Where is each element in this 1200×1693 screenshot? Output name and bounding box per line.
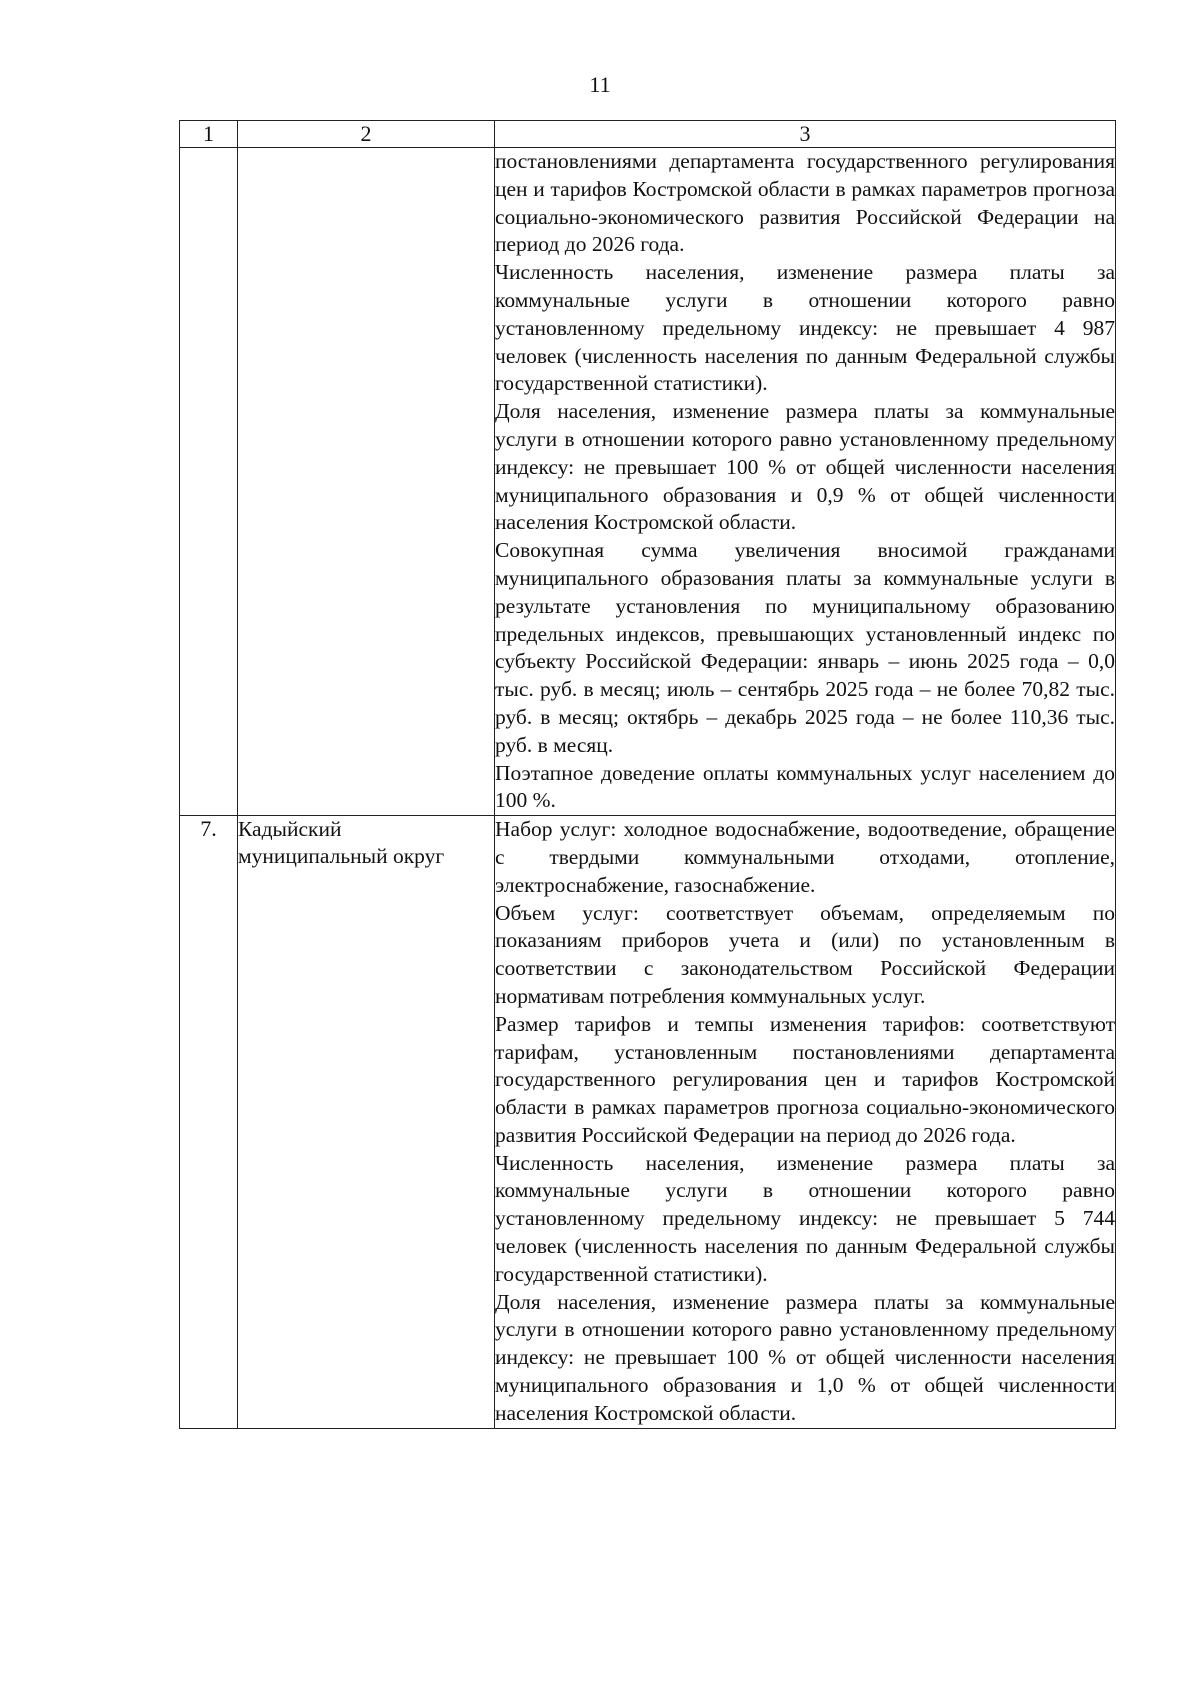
municipality-name: Кадыйский муниципальный округ [238,816,495,1429]
content-paragraph: Совокупная сумма увеличения вносимой гражданами муниципального образования платы за коммунальные услуги в результате установления по муниципальному образованию предельных индексов, превышающих установленный индекс по субъекту Российской Федерации: январь – июнь 2025 года – 0,0 тыс. руб. в месяц; июль – сентябрь 2025 года – не более 70,82 тыс. руб. в месяц; октябрь – декабрь 2025 года – не более 110,36 тыс. руб. в месяц. [495,538,1115,757]
content-paragraph: Поэтапное доведение оплаты коммунальных услуг населением до 100 %. [495,760,1115,813]
table-header-row [180,121,1116,148]
content-paragraph: Доля населения, изменение размера платы за коммунальные услуги в отношении которого равно установленному предельному индексу: не превышает 100 % от общей численности населения муниципального образования и 1,0 % от общей численности населения Костромской области. [495,1289,1115,1425]
column-header-2: 2 [238,121,495,148]
content-paragraph: Численность населения, изменение размера платы за коммунальные услуги в отношении которого равно установленному предельному индексу: не превышает 4 987 человек (численность населения по данным Федеральной службы государственной статистики). [495,260,1115,396]
content-paragraph: Доля населения, изменение размера платы за коммунальные услуги в отношении которого равно установленному предельному индексу: не превышает 100 % от общей численности населения муниципального образования и 0,9 % от общей численности населения Костромской области. [495,399,1115,535]
content-paragraph: Объем услуг: соответствует объемам, определяемым по показаниям приборов учета и (или) по установленным в соответствии с законодательством Российской Федерации нормативам потребления коммунальных услуг. [495,900,1115,1008]
table-row [180,148,1116,816]
page-number: 11 [589,72,611,97]
row-content [495,148,1116,816]
row-content [495,816,1116,1429]
content-paragraph: Размер тарифов и темпы изменения тарифов: соответствуют тарифам, установленным постановлениями департамента государственного регулирования цен и тарифов Костромской области в рамках параметров прогноза социально-экономического развития Российской Федерации на период до 2026 года. [495,1011,1115,1147]
column-header-1: 1 [180,121,238,148]
row-number: 7. [180,816,238,1429]
row-number [180,148,238,816]
municipality-name [238,148,495,816]
column-header-3: 3 [495,121,1116,148]
document-table [179,120,1116,1429]
content-paragraph: Набор услуг: холодное водоснабжение, водоотведение, обращение с твердыми коммунальными отходами, отопление, электроснабжение, газоснабжение. [495,817,1115,897]
content-paragraph: Численность населения, изменение размера платы за коммунальные услуги в отношении которого равно установленному предельному индексу: не превышает 5 744 человек (численность населения по данным Федеральной службы государственной статистики). [495,1150,1115,1286]
table-row [180,816,1116,1429]
content-paragraph: постановлениями департамента государственного регулирования цен и тарифов Костромской области в рамках параметров прогноза социально-экономического развития Российской Федерации на период до 2026 года. [495,149,1115,257]
